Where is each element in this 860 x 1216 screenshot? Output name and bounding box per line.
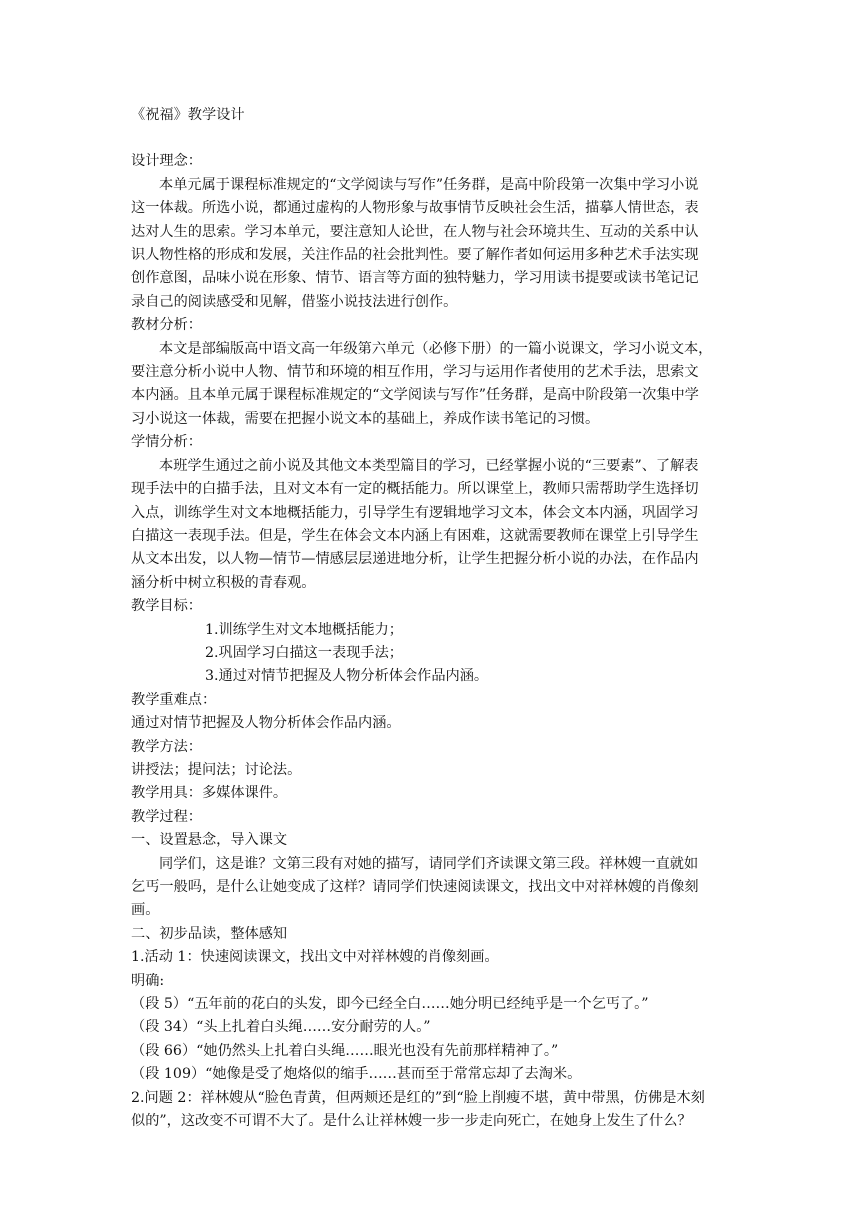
key-points-heading: 教学重难点： — [131, 691, 217, 708]
goals-heading: 教学目标： — [131, 598, 202, 615]
paragraph-line: 创作意图，品味小说在形象、情节、语言等方面的独特魅力，学习用读书提要或读书笔记记 — [131, 270, 699, 287]
paragraph-line: 本单元属于课程标准规定的“文学阅读与写作”任务群，是高中阶段第一次集中学习小说 — [159, 176, 699, 193]
material-analysis-heading: 教材分析： — [131, 317, 202, 334]
activity1-text: 1.活动 1：快速阅读课文，找出文中对祥林嫂的肖像刻画。 — [131, 949, 499, 966]
tools-text: 教学用具：多媒体课件。 — [131, 785, 288, 802]
question2-line: 似的”，这改变不可谓不大了。是什么让祥林嫂一步一步走向死亡，在她身上发生了什么？ — [131, 1113, 692, 1130]
quote-line: （段 109）“她像是受了炮烙似的缩手……甚而至于常常忘却了去淘米。 — [131, 1066, 582, 1083]
goal-item: 2.巩固学习白描这一表现手法； — [205, 644, 403, 661]
goal-item: 3.通过对情节把握及人物分析体会作品内涵。 — [205, 668, 489, 685]
question2-line: 2.问题 2：祥林嫂从“脸色青黄，但两颊还是红的”到“脸上削瘦不堪，黄中带黑，仿佛是木刻 — [131, 1089, 705, 1106]
paragraph-line: 白描这一表现手法。但是，学生在体会文本内涵上有困难，这就需要教师在课堂上引导学生 — [131, 527, 699, 544]
paragraph-line: 要注意分析小说中人物、情节和环境的相互作用，学习与运用作者使用的艺术手法，思索文 — [131, 364, 699, 381]
paragraph-line: 达对人生的思索。学习本单元，要注意知人论世，在人物与社会环境共生、互动的关系中认 — [131, 223, 699, 240]
step1-heading: 一、设置悬念，导入课文 — [131, 832, 288, 849]
paragraph-line: 本班学生通过之前小说及其他文本类型篇目的学习，已经掌握小说的“三要素”、了解表 — [159, 457, 699, 474]
paragraph-line: 乞丐一般吗，是什么让她变成了这样？请同学们快速阅读课文，找出文中对祥林嫂的肖像刻 — [131, 879, 699, 895]
key-points-text: 通过对情节把握及人物分析体会作品内涵。 — [131, 715, 401, 732]
goal-item: 1.训练学生对文本地概括能力； — [205, 621, 403, 638]
quote-line: （段 66）“她仍然头上扎着白头绳……眼光也没有先前那样精神了。” — [131, 1042, 559, 1059]
paragraph-line: 现手法中的白描手法，且对文本有一定的概括能力。所以课堂上，教师只需帮助学生选择切 — [131, 481, 699, 498]
document-page — [131, 104, 731, 1133]
paragraph-line: 入点，训练学生对文本地概括能力，引导学生有逻辑地学习文本，体会文本内涵，巩固学习 — [131, 504, 699, 521]
paragraph-line: 识人物性格的形成和发展，关注作品的社会批判性。要了解作者如何运用多种艺术手法实现 — [131, 247, 699, 264]
document-title: 《祝福》教学设计 — [131, 107, 245, 123]
paragraph-line: 录自己的阅读感受和见解，借鉴小说技法进行创作。 — [131, 293, 458, 310]
student-analysis-heading: 学情分析： — [131, 434, 202, 451]
paragraph-line: 从文本出发，以人物—情节—情感层层递进地分析，让学生把握分析小说的办法，在作品内 — [131, 551, 699, 568]
process-heading: 教学过程： — [131, 808, 202, 825]
clarify-label: 明确: — [131, 972, 165, 989]
step2-heading: 二、初步品读，整体感知 — [131, 925, 288, 942]
quote-line: （段 5）“五年前的花白的头发，即今已经全白……她分明已经纯乎是一个乞丐了。” — [131, 996, 649, 1013]
paragraph-line: 画。 — [131, 902, 160, 919]
design-concept-heading: 设计理念： — [131, 153, 202, 170]
paragraph-line: 习小说这一体裁，需要在把握小说文本的基础上，养成作读书笔记的习惯。 — [131, 410, 600, 427]
methods-heading: 教学方法： — [131, 738, 202, 755]
paragraph-line: 本内涵。且本单元属于课程标准规定的“文学阅读与写作”任务群，是高中阶段第一次集中学 — [131, 387, 699, 404]
quote-line: （段 34）“头上扎着白头绳……安分耐劳的人。” — [131, 1019, 431, 1036]
paragraph-line: 同学们，这是谁？文第三段有对她的描写，请同学们齐读课文第三段。祥林嫂一直就如 — [159, 855, 699, 872]
paragraph-line: 涵分析中树立积极的青春观。 — [131, 574, 316, 591]
paragraph-line: 这一体裁。所选小说，都通过虚构的人物形象与故事情节反映社会生活，描摹人情世态，表 — [131, 200, 699, 217]
paragraph-line: 本文是部编版高中语文高一年级第六单元（必修下册）的一篇小说课文，学习小说文本， — [159, 340, 713, 357]
methods-text: 讲授法；提问法；讨论法。 — [131, 761, 302, 778]
